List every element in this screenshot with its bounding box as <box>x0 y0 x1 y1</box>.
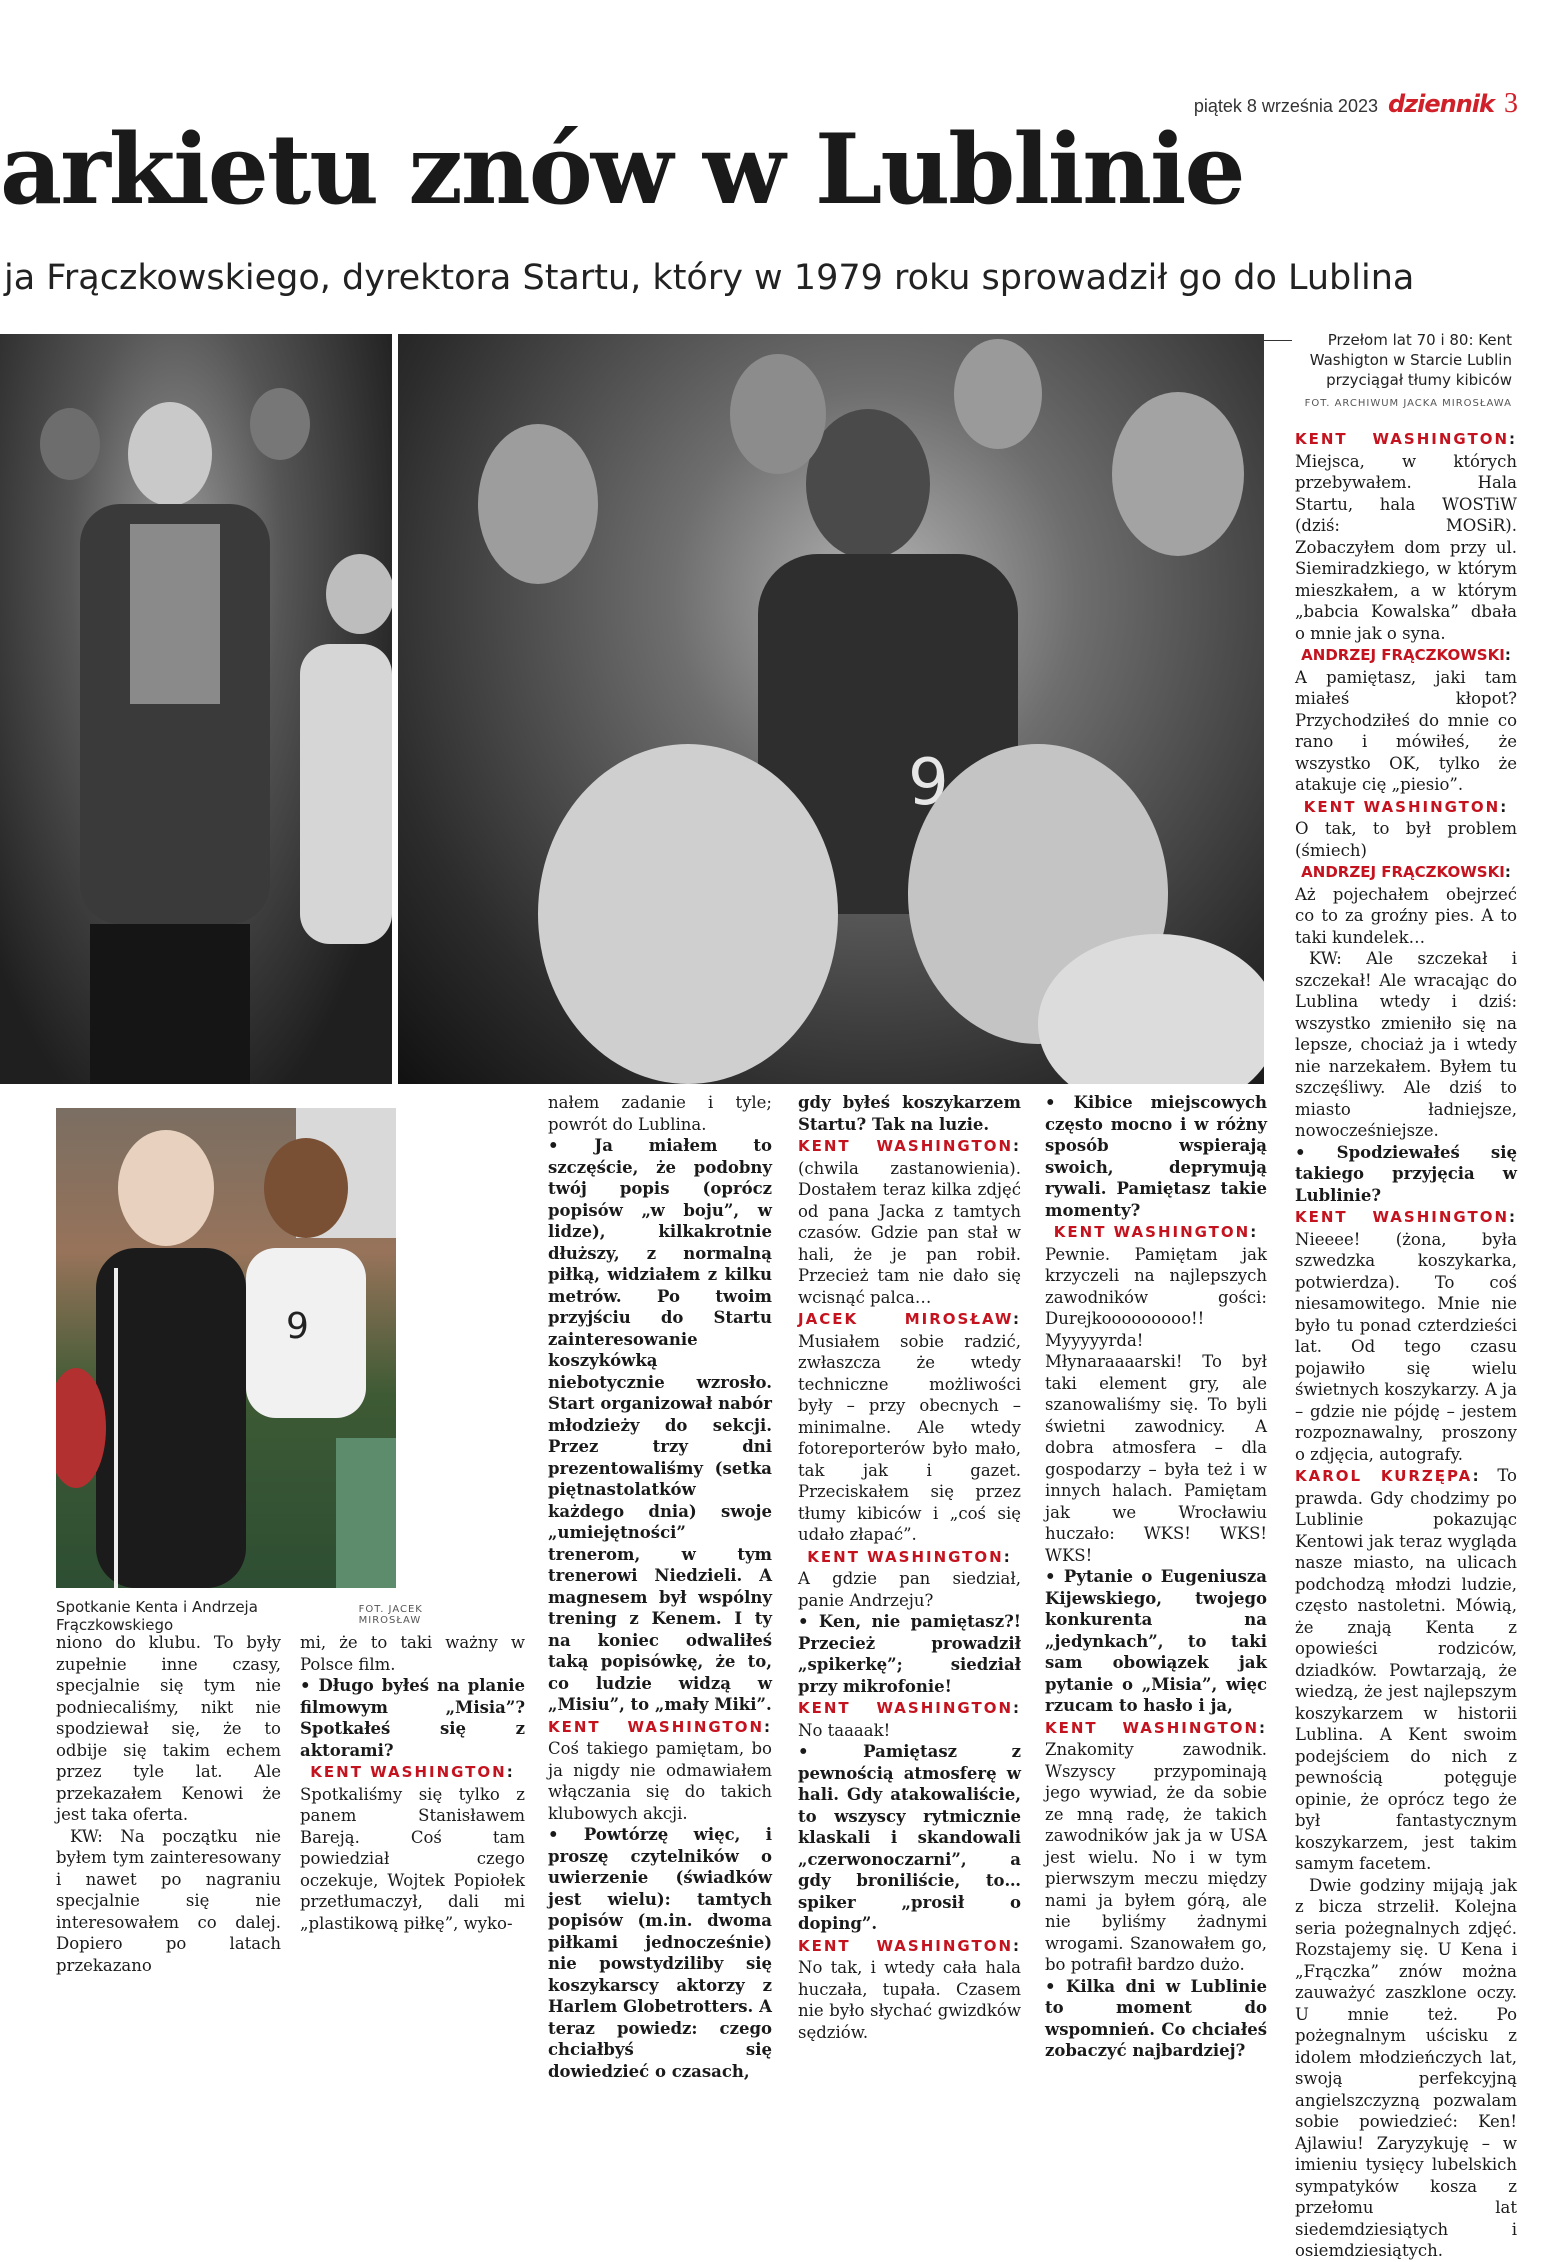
speaker-text: Coś takiego pamiętam, bo ja nigdy nie odmawiałem włączania się do takich klubowych akcji. <box>548 1739 772 1823</box>
speaker-line <box>798 1697 1021 1741</box>
speaker-text: Miejsca, w których przebywałem. Hala Startu, hala WOSTiW (dziś: MOSiR). Zobaczyłem dom przy ul. Siemiradzkiego, w którym mieszkałem, a w którym „babcia Kowalska” dbała o mnie jak o syna. <box>1295 451 1517 643</box>
paragraph: nałem zadanie i tyle; powrót do Lublina. <box>548 1093 772 1134</box>
paragraph: Spotkaliśmy się tylko z panem Stanisławem Bareją. Coś tam powiedział czego oczekuje, Wojtek Popiołek przetłumaczył, dali mi „plastikową piłkę”, wyko- <box>300 1784 525 1933</box>
article-column-4 <box>1045 1092 1267 2062</box>
paragraph: Pewnie. Pamiętam jak krzyczeli na najlepszych zawodników gości: Durejkooooooooo!! Myyyyyrda! Młynaraaaarski! To był taki element gry, ale szanowaliśmy się. To byli świetni zawodnicy. A dobra atmosfera – dla gospodarzy – była też i w innych halach. Pamiętam jak we Wrocławiu huczało: WKS! WKS! WKS! <box>1045 1244 1267 1565</box>
paragraph: Dwie godziny mijają jak z bicza strzelił. Kolejna seria pożegnalnych zdjęć. Rozstajemy się. U Kena i „Frączka” znów można zauważyć zaszklone oczy. U mnie też. Po pożegnalnym uścisku z idolem młodzieńczych lat, swoją perfekcyjną angielszczyzną pozwalam sobie powiedzieć: Ken! Ajlawiu! Zaryzykuję – w imieniu tysięcy lubelskich sympatyków kosza z przełomu lat siedemdziesiątych i osiemdziesiątych. <box>1295 1875 1517 2260</box>
speaker-line <box>798 1935 1021 2044</box>
interview-question: • Pamiętasz z pewnością atmosferę w hali. Gdy atakowaliście, to wszyscy rytmicznie klaskali i skandowali „czerwonoczarni”, a gdy broniliście, to… spiker „prosił o doping”. <box>798 1742 1021 1933</box>
interview-question: • Kilka dni w Lublinie to moment do wspomnień. Co chciałeś zobaczyć najbardziej? <box>1045 1976 1267 2060</box>
paragraph: O tak, to był problem (śmiech) <box>1295 819 1517 860</box>
interview-question: • Długo byłeś na planie filmowym „Misia”? Spotkałeś się z aktorami? <box>300 1676 525 1760</box>
speaker-name: ANDRZEJ FRĄCZKOWSKI : <box>1301 863 1511 881</box>
page-number: 3 <box>1504 88 1518 119</box>
interview-question: gdy byłeś koszykarzem Startu? Tak na luzie. <box>798 1093 1021 1134</box>
subheadline: ja Frączkowskiego, dyrektora Startu, który w 1979 roku sprowadził go do Lublina <box>4 258 1415 298</box>
caption-leader-line <box>1264 340 1292 341</box>
svg-text:9: 9 <box>908 746 949 820</box>
speaker-line <box>1295 428 1517 644</box>
caption-line: Washigton w Starcie Lublin <box>1309 351 1512 369</box>
speaker-name: KAROL KURZĘPA : <box>1295 1467 1481 1485</box>
main-photo-caption <box>1292 330 1512 414</box>
speaker-line <box>798 1546 1021 1569</box>
article-column-3 <box>798 1092 1021 2043</box>
paragraph: A gdzie pan siedział, panie Andrzeju? <box>798 1569 1021 1610</box>
speaker-text: Znakomity zawodnik. Wszyscy przypominają jego wywiad, że da sobie ze mną radę, że takich zawodników jak ja w USA jest wielu. No i w tym pierwszym meczu między nami ja byłem górą, ale nie byliśmy żadnymi wrogami. Szanowałem go, bo potrafił bardzo dużo. <box>1045 1740 1267 1974</box>
speaker-name: JACEK MIROSŁAW : <box>798 1310 1021 1328</box>
speaker-text: To prawda. Gdy chodzimy po Lublinie pokazując Kentowi jak teraz wygląda nasze miasto, na ulicach podchodzą młodzi ludzie, często nastoletni. Mówią, że znają Kenta z opowieści rodziców, dziadków. Powtarzają, że wiedzą, że jest najlepszym koszykarzem w historii Lublina. A Kent swoim podejściem do nich z pewnością potęguje opinie, że oprócz tego że był fantastycznym koszykarzem, jest takim samym facetem. <box>1295 1466 1517 1873</box>
speaker-line <box>1295 644 1517 667</box>
caption-text: Spotkanie Kenta i Andrzeja Frączkowskiego <box>56 1598 258 1634</box>
speaker-line <box>798 1308 1021 1546</box>
speaker-line <box>1295 1206 1517 1465</box>
speaker-name: KENT WASHINGTON : <box>1304 798 1508 816</box>
speaker-line <box>300 1761 525 1784</box>
speaker-line <box>548 1716 772 1825</box>
interview-question: • Pytanie o Eugeniusza Kijewskiego, twojego konkurenta na „jedynkach”, to taki sam obowiązek jak pytanie o „Misia”, więc rzucam to hasło i ja, <box>1045 1567 1267 1715</box>
svg-text:9: 9 <box>286 1306 309 1347</box>
interview-question: • Kibice miejscowych często mocno i w różny sposób wspierają swoich, deprymują rywali. Pamiętasz takie momenty? <box>1045 1093 1267 1220</box>
paragraph: Aż pojechałem obejrzeć co to za groźny pies. A to taki kundelek… <box>1295 884 1517 947</box>
interview-question: • Ja miałem to szczęście, że podobny twój popis (oprócz popisów „w boju”, w lidze), kilkakrotnie dłuższy, z normalną piłką, widziałem z kilku metrów. Po twoim przyjściu do Startu zainteresowanie koszykówką niebotycznie wzrosło. Start organizował nabór młodzieży do sekcji. Przez trzy dni prezentowaliśmy (setka piętnastolatków każdego dnia) swoje „umiejętności” trenerom, w tym trenerowi Niedzieli. A magnesem był wspólny trening z Kenem. I ty na koniec odwaliłeś taką popisówkę, że to, co ludzie widzą w „Misiu”, to „mały Miki”. <box>548 1136 772 1714</box>
speaker-name: ANDRZEJ FRĄCZKOWSKI : <box>1301 646 1511 664</box>
speaker-line <box>1045 1717 1267 1976</box>
speaker-name: KENT WASHINGTON : <box>798 1937 1021 1955</box>
speaker-text: (chwila zastanowienia). Dostałem teraz kilka zdjęć od pana Jacka z tamtych czasów. Gdzie pan stał w hali, że je pan robił. Przecież tam nie dało się wcisnąć palca… <box>798 1158 1021 1307</box>
speaker-text: No taaaak! <box>798 1720 891 1740</box>
photo-crowd-kent <box>398 334 1264 1084</box>
speaker-line <box>1045 1221 1267 1244</box>
paragraph: mi, że to taki ważny w Polsce film. <box>300 1633 525 1674</box>
speaker-name: KENT WASHINGTON : <box>1045 1719 1267 1737</box>
speaker-line <box>798 1135 1021 1308</box>
speaker-name: KENT WASHINGTON : <box>807 1548 1011 1566</box>
speaker-name: KENT WASHINGTON : <box>548 1718 772 1736</box>
speaker-text: Musiałem sobie radzić, zwłaszcza że wtedy techniczne możliwości były – przy obecnych – minimalne. Ale wtedy fotoreporterów było mało, tak jak i gazet. Przeciskałem się przez tłumy kibiców i „coś się udało złapać”. <box>798 1331 1021 1544</box>
paragraph: niono do klubu. To były zupełnie inne czasy, specjalnie się tym nie podniecaliśmy, nikt nie spodziewał się, że to odbije się takim echem przez tyle lat. Ale przekazałem Kenowi że jest taka oferta. <box>56 1633 281 1824</box>
paragraph: KW: Na początku nie byłem tym zainteresowany i nawet po nagraniu specjalnie się nie interesowałem co dalej. Dopiero po latach przekazano <box>56 1826 281 1975</box>
photo-credit: FOT. ARCHIWUM JACKA MIROSŁAWA <box>1304 398 1512 409</box>
caption-line: przyciągał tłumy kibiców <box>1326 371 1512 389</box>
speaker-name: KENT WASHINGTON : <box>798 1699 1021 1717</box>
interview-question: • Ken, nie pamiętasz?! Przecież prowadził „spikerkę”; siedział przy mikrofonie! <box>798 1612 1021 1696</box>
speaker-text: Nieeee! (żona, była szwedzka koszykarka, potwierdza). To coś niesamowitego. Mnie nie było tu ponad czterdzieści lat. Od tego czasu pojawiło się wielu świetnych koszykarzy. A ja – gdzie nie pójdę – jestem rozpoznawalny, proszony o zdjęcia, autografy. <box>1295 1229 1517 1464</box>
newspaper-logo[interactable]: dziennik <box>1387 90 1494 118</box>
speaker-name: KENT WASHINGTON : <box>310 1763 514 1781</box>
paragraph: KW: Ale szczekał i szczekał! Ale wracając do Lublina wtedy i dziś: wszystko zmieniło się na lepsze, chociaż ja i wtedy nie narzekałem. Byłem tu szczęśliwy. Ale dziś to miasto ładniejsze, nowocześniejsze. <box>1295 949 1517 1140</box>
article-column-6 <box>300 1632 525 1934</box>
caption-line: Przełom lat 70 i 80: Kent <box>1327 331 1512 349</box>
article-column-2 <box>548 1092 772 2082</box>
headline: arkietu znów w Lublinie <box>0 113 1244 226</box>
paragraph: A pamiętasz, jaki tam miałeś kłopot? Przychodziłeś do mnie co rano i mówiłeś, że wszystko OK, tylko że atakuje cię „piesio”. <box>1295 667 1517 794</box>
speaker-text: No tak, i wtedy cała hala huczała, tupała. Czasem nie było słychać gwizdków sędziów. <box>798 1958 1021 2042</box>
article-column-1 <box>1295 428 1517 2262</box>
speaker-name: KENT WASHINGTON : <box>798 1137 1021 1155</box>
speaker-name: KENT WASHINGTON : <box>1295 430 1517 448</box>
speaker-line <box>1295 861 1517 884</box>
interview-question: • Powtórzę więc, i proszę czytelników o uwierzenie (świadków jest wielu): tamtych popisów (m.in. dwoma piłkami jednocześnie) nie powstydziliby się koszykarscy aktorzy z Harlem Globetrotters. A teraz powiedz: czego chciałbyś się dowiedzieć o czasach, <box>548 1825 772 2081</box>
speaker-line <box>1295 1465 1517 1875</box>
speaker-name: KENT WASHINGTON : <box>1295 1208 1517 1226</box>
article-column-5 <box>56 1632 281 1976</box>
photo-credit: FOT. JACEK MIROSŁAW <box>358 1604 423 1626</box>
small-photo-caption <box>56 1598 481 1634</box>
speaker-line <box>1295 796 1517 819</box>
speaker-name: KENT WASHINGTON : <box>1054 1223 1258 1241</box>
issue-date: piątek 8 września 2023 <box>1193 96 1378 116</box>
interview-question: • Spodziewałeś się takiego przyjęcia w Lublinie? <box>1295 1142 1517 1205</box>
photo-kent-and-andrzej <box>56 1108 396 1588</box>
photo-man-with-boy <box>0 334 392 1084</box>
